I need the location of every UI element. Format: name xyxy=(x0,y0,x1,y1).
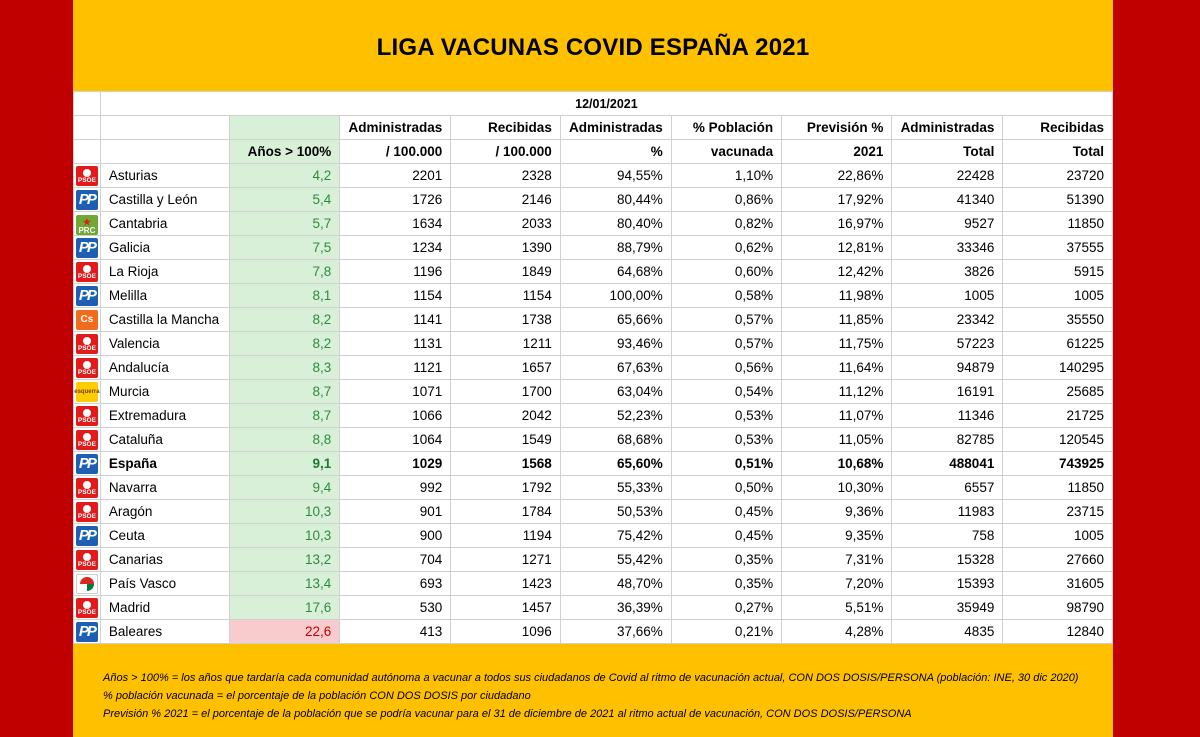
trec-value: 12840 xyxy=(1003,620,1113,644)
header-row-bottom xyxy=(74,140,1113,164)
region-name: La Rioja xyxy=(100,260,229,284)
pob-value: 0,53% xyxy=(671,428,781,452)
pob-value: 0,51% xyxy=(671,452,781,476)
column-header: Años > 100% xyxy=(229,140,340,164)
trec-value: 35550 xyxy=(1003,308,1113,332)
tadm-value: 33346 xyxy=(892,236,1003,260)
footnote: Años > 100% = los años que tardaría cada comunidad autónoma a vacunar a todos sus ciudadanos de Covid al ritmo de vacunación actual, CON DOS DOSIS/PERSONA (población: INE, 30 dic 2020) xyxy=(103,672,1079,684)
tadm-value: 11983 xyxy=(892,500,1003,524)
adm-value: 1196 xyxy=(340,260,451,284)
pct-value: 100,00% xyxy=(560,284,671,308)
page-title: LIGA VACUNAS COVID ESPAÑA 2021 xyxy=(376,34,810,61)
prev-value: 5,51% xyxy=(782,596,892,620)
prev-value: 11,98% xyxy=(782,284,892,308)
trec-value: 31605 xyxy=(1003,572,1113,596)
party-logo-cell xyxy=(74,596,101,620)
column-header: Administradas xyxy=(560,116,671,140)
years-value: 8,1 xyxy=(229,284,340,308)
prc-logo-icon: ★ PRC xyxy=(76,215,98,235)
psoe-logo-icon: PSOE xyxy=(76,406,98,426)
trec-value: 23715 xyxy=(1003,500,1113,524)
years-value: 8,7 xyxy=(229,380,340,404)
rec-value: 2146 xyxy=(451,188,561,212)
prev-value: 11,05% xyxy=(782,428,892,452)
tadm-value: 22428 xyxy=(892,164,1003,188)
trec-value: 140295 xyxy=(1003,356,1113,380)
rec-value: 1700 xyxy=(451,380,561,404)
table-row xyxy=(74,404,1113,428)
prev-value: 11,75% xyxy=(782,332,892,356)
party-logo-cell xyxy=(74,476,101,500)
party-logo-cell xyxy=(74,356,101,380)
years-value: 13,4 xyxy=(229,572,340,596)
pct-value: 93,46% xyxy=(560,332,671,356)
prev-value: 10,68% xyxy=(782,452,892,476)
party-logo-cell xyxy=(74,500,101,524)
region-name: Galicia xyxy=(100,236,229,260)
region-name: Cantabria xyxy=(100,212,229,236)
rec-value: 1549 xyxy=(451,428,561,452)
date-row xyxy=(74,92,1113,116)
adm-value: 1634 xyxy=(340,212,451,236)
tadm-value: 15393 xyxy=(892,572,1003,596)
pob-value: 0,62% xyxy=(671,236,781,260)
table-row xyxy=(74,236,1113,260)
pnv-logo-icon xyxy=(76,574,98,594)
rec-value: 1096 xyxy=(451,620,561,644)
region-name: Murcia xyxy=(100,380,229,404)
tadm-value: 6557 xyxy=(892,476,1003,500)
pob-value: 0,54% xyxy=(671,380,781,404)
pct-value: 67,63% xyxy=(560,356,671,380)
table-row xyxy=(74,476,1113,500)
pct-value: 55,33% xyxy=(560,476,671,500)
table-row xyxy=(74,380,1113,404)
adm-value: 1141 xyxy=(340,308,451,332)
pob-value: 0,58% xyxy=(671,284,781,308)
years-value: 8,8 xyxy=(229,428,340,452)
column-header: Recibidas xyxy=(451,116,561,140)
trec-value: 1005 xyxy=(1003,524,1113,548)
years-value: 8,2 xyxy=(229,332,340,356)
prev-value: 22,86% xyxy=(782,164,892,188)
pob-value: 0,35% xyxy=(671,572,781,596)
pct-value: 75,42% xyxy=(560,524,671,548)
column-header: Previsión % xyxy=(782,116,892,140)
footnote: % población vacunada = el porcentaje de la población CON DOS DOSIS por ciudadano xyxy=(103,690,531,702)
region-name: Aragón xyxy=(100,500,229,524)
pp-logo-icon: PP xyxy=(76,622,98,642)
pob-value: 0,57% xyxy=(671,332,781,356)
table-row xyxy=(74,356,1113,380)
column-header: Administradas xyxy=(340,116,451,140)
trec-value: 27660 xyxy=(1003,548,1113,572)
prev-value: 12,81% xyxy=(782,236,892,260)
adm-value: 1071 xyxy=(340,380,451,404)
years-value: 22,6 xyxy=(229,620,340,644)
rec-value: 1568 xyxy=(451,452,561,476)
tadm-value: 488041 xyxy=(892,452,1003,476)
pob-value: 0,57% xyxy=(671,308,781,332)
column-header: vacunada xyxy=(671,140,781,164)
erc-logo-icon: esquerra xyxy=(76,382,98,402)
rec-value: 2033 xyxy=(451,212,561,236)
psoe-logo-icon: PSOE xyxy=(76,358,98,378)
region-name: Castilla la Mancha xyxy=(100,308,229,332)
psoe-logo-icon: PSOE xyxy=(76,478,98,498)
footnotes xyxy=(103,669,1078,723)
trec-value: 25685 xyxy=(1003,380,1113,404)
prev-value: 11,12% xyxy=(782,380,892,404)
prev-value: 11,85% xyxy=(782,308,892,332)
party-logo-cell xyxy=(74,236,101,260)
years-value: 8,3 xyxy=(229,356,340,380)
adm-value: 2201 xyxy=(340,164,451,188)
party-logo-cell xyxy=(74,308,101,332)
pob-value: 0,53% xyxy=(671,404,781,428)
trec-value: 61225 xyxy=(1003,332,1113,356)
rec-value: 2328 xyxy=(451,164,561,188)
psoe-logo-icon: PSOE xyxy=(76,502,98,522)
tadm-value: 9527 xyxy=(892,212,1003,236)
rec-value: 1849 xyxy=(451,260,561,284)
years-value: 5,4 xyxy=(229,188,340,212)
table-row xyxy=(74,524,1113,548)
region-name: País Vasco xyxy=(100,572,229,596)
years-value: 9,4 xyxy=(229,476,340,500)
table-row xyxy=(74,284,1113,308)
trec-value: 11850 xyxy=(1003,476,1113,500)
rec-value: 1792 xyxy=(451,476,561,500)
tadm-value: 1005 xyxy=(892,284,1003,308)
adm-value: 413 xyxy=(340,620,451,644)
table-row xyxy=(74,620,1113,644)
adm-value: 693 xyxy=(340,572,451,596)
column-header xyxy=(229,116,340,140)
years-value: 8,7 xyxy=(229,404,340,428)
prev-value: 11,64% xyxy=(782,356,892,380)
rec-value: 1194 xyxy=(451,524,561,548)
years-value: 13,2 xyxy=(229,548,340,572)
trec-value: 5915 xyxy=(1003,260,1113,284)
trec-value: 120545 xyxy=(1003,428,1113,452)
rec-value: 1784 xyxy=(451,500,561,524)
party-logo-cell xyxy=(74,548,101,572)
pp-logo-icon: PP xyxy=(76,238,98,258)
pct-value: 50,53% xyxy=(560,500,671,524)
vaccination-table xyxy=(73,91,1113,644)
pp-logo-icon: PP xyxy=(76,526,98,546)
region-name: Asturias xyxy=(100,164,229,188)
adm-value: 992 xyxy=(340,476,451,500)
tadm-value: 82785 xyxy=(892,428,1003,452)
trec-value: 98790 xyxy=(1003,596,1113,620)
region-name: Extremadura xyxy=(100,404,229,428)
report-panel xyxy=(73,0,1113,737)
table-row xyxy=(74,548,1113,572)
rec-value: 1457 xyxy=(451,596,561,620)
party-logo-cell xyxy=(74,452,101,476)
tadm-value: 11346 xyxy=(892,404,1003,428)
table-row xyxy=(74,260,1113,284)
party-logo-cell xyxy=(74,380,101,404)
trec-value: 21725 xyxy=(1003,404,1113,428)
pob-value: 1,10% xyxy=(671,164,781,188)
party-logo-cell xyxy=(74,212,101,236)
adm-value: 900 xyxy=(340,524,451,548)
pct-value: 48,70% xyxy=(560,572,671,596)
table-row xyxy=(74,188,1113,212)
years-value: 8,2 xyxy=(229,308,340,332)
rec-value: 1390 xyxy=(451,236,561,260)
column-header: Administradas xyxy=(892,116,1003,140)
trec-value: 51390 xyxy=(1003,188,1113,212)
column-header: Total xyxy=(1003,140,1113,164)
party-logo-cell xyxy=(74,332,101,356)
header-row-top xyxy=(74,116,1113,140)
psoe-logo-icon: PSOE xyxy=(76,598,98,618)
cs-logo-icon: Cs xyxy=(76,310,98,330)
pct-value: 80,40% xyxy=(560,212,671,236)
rec-value: 1271 xyxy=(451,548,561,572)
prev-value: 11,07% xyxy=(782,404,892,428)
pct-value: 94,55% xyxy=(560,164,671,188)
years-value: 5,7 xyxy=(229,212,340,236)
tadm-value: 35949 xyxy=(892,596,1003,620)
party-logo-cell xyxy=(74,188,101,212)
prev-value: 4,28% xyxy=(782,620,892,644)
pob-value: 0,86% xyxy=(671,188,781,212)
region-name: Ceuta xyxy=(100,524,229,548)
trec-value: 37555 xyxy=(1003,236,1113,260)
tadm-value: 4835 xyxy=(892,620,1003,644)
pob-value: 0,82% xyxy=(671,212,781,236)
trec-value: 743925 xyxy=(1003,452,1113,476)
table-row xyxy=(74,308,1113,332)
adm-value: 1121 xyxy=(340,356,451,380)
table-row xyxy=(74,164,1113,188)
years-value: 10,3 xyxy=(229,500,340,524)
pct-value: 36,39% xyxy=(560,596,671,620)
party-logo-cell xyxy=(74,572,101,596)
rec-value: 1154 xyxy=(451,284,561,308)
rec-value: 1211 xyxy=(451,332,561,356)
logo-header-cell xyxy=(74,92,101,116)
region-name: Madrid xyxy=(100,596,229,620)
rec-value: 1738 xyxy=(451,308,561,332)
region-name: Navarra xyxy=(100,476,229,500)
adm-value: 901 xyxy=(340,500,451,524)
column-header: / 100.000 xyxy=(340,140,451,164)
prev-value: 9,35% xyxy=(782,524,892,548)
pct-value: 80,44% xyxy=(560,188,671,212)
column-header: / 100.000 xyxy=(451,140,561,164)
column-header: % xyxy=(560,140,671,164)
rec-value: 2042 xyxy=(451,404,561,428)
pob-value: 0,45% xyxy=(671,500,781,524)
prev-value: 7,20% xyxy=(782,572,892,596)
pob-value: 0,60% xyxy=(671,260,781,284)
tadm-value: 16191 xyxy=(892,380,1003,404)
pob-value: 0,35% xyxy=(671,548,781,572)
table-row xyxy=(74,332,1113,356)
pob-value: 0,56% xyxy=(671,356,781,380)
adm-value: 1234 xyxy=(340,236,451,260)
years-value: 7,5 xyxy=(229,236,340,260)
years-value: 9,1 xyxy=(229,452,340,476)
region-name: España xyxy=(100,452,229,476)
tadm-value: 41340 xyxy=(892,188,1003,212)
trec-value: 11850 xyxy=(1003,212,1113,236)
pob-value: 0,45% xyxy=(671,524,781,548)
adm-value: 1726 xyxy=(340,188,451,212)
party-logo-cell xyxy=(74,524,101,548)
pct-value: 37,66% xyxy=(560,620,671,644)
party-logo-cell xyxy=(74,404,101,428)
adm-value: 1066 xyxy=(340,404,451,428)
party-logo-cell xyxy=(74,164,101,188)
prev-value: 9,36% xyxy=(782,500,892,524)
years-value: 4,2 xyxy=(229,164,340,188)
region-name: Canarias xyxy=(100,548,229,572)
adm-value: 1029 xyxy=(340,452,451,476)
column-header: Total xyxy=(892,140,1003,164)
prev-value: 10,30% xyxy=(782,476,892,500)
column-header: 2021 xyxy=(782,140,892,164)
table-row xyxy=(74,500,1113,524)
region-name: Andalucía xyxy=(100,356,229,380)
adm-value: 1064 xyxy=(340,428,451,452)
table-row xyxy=(74,428,1113,452)
tadm-value: 15328 xyxy=(892,548,1003,572)
prev-value: 12,42% xyxy=(782,260,892,284)
prev-value: 16,97% xyxy=(782,212,892,236)
pct-value: 68,68% xyxy=(560,428,671,452)
psoe-logo-icon: PSOE xyxy=(76,166,98,186)
years-value: 17,6 xyxy=(229,596,340,620)
column-header: Recibidas xyxy=(1003,116,1113,140)
party-logo-cell xyxy=(74,428,101,452)
report-date: 12/01/2021 xyxy=(100,92,1112,116)
pob-value: 0,21% xyxy=(671,620,781,644)
tadm-value: 94879 xyxy=(892,356,1003,380)
adm-value: 1131 xyxy=(340,332,451,356)
pob-value: 0,27% xyxy=(671,596,781,620)
years-value: 7,8 xyxy=(229,260,340,284)
region-name: Baleares xyxy=(100,620,229,644)
pct-value: 65,60% xyxy=(560,452,671,476)
table-row xyxy=(74,212,1113,236)
pct-value: 64,68% xyxy=(560,260,671,284)
psoe-logo-icon: PSOE xyxy=(76,262,98,282)
pp-logo-icon: PP xyxy=(76,286,98,306)
years-value: 10,3 xyxy=(229,524,340,548)
psoe-logo-icon: PSOE xyxy=(76,334,98,354)
rec-value: 1423 xyxy=(451,572,561,596)
region-name: Valencia xyxy=(100,332,229,356)
table-row xyxy=(74,572,1113,596)
party-logo-cell xyxy=(74,620,101,644)
psoe-logo-icon: PSOE xyxy=(76,430,98,450)
tadm-value: 758 xyxy=(892,524,1003,548)
psoe-logo-icon: PSOE xyxy=(76,550,98,570)
table-body xyxy=(74,164,1113,644)
tadm-value: 3826 xyxy=(892,260,1003,284)
tadm-value: 23342 xyxy=(892,308,1003,332)
prev-value: 17,92% xyxy=(782,188,892,212)
adm-value: 704 xyxy=(340,548,451,572)
adm-value: 530 xyxy=(340,596,451,620)
pob-value: 0,50% xyxy=(671,476,781,500)
table-row xyxy=(74,596,1113,620)
party-logo-cell xyxy=(74,284,101,308)
pp-logo-icon: PP xyxy=(76,454,98,474)
table-row xyxy=(74,452,1113,476)
footnote: Previsión % 2021 = el porcentaje de la población que se podría vacunar para el 31 de diciembre de 2021 al ritmo actual de vacunación, CON DOS DOSIS/PERSONA xyxy=(103,708,912,720)
column-header: % Población xyxy=(671,116,781,140)
pct-value: 65,66% xyxy=(560,308,671,332)
pct-value: 52,23% xyxy=(560,404,671,428)
adm-value: 1154 xyxy=(340,284,451,308)
trec-value: 23720 xyxy=(1003,164,1113,188)
pct-value: 63,04% xyxy=(560,380,671,404)
region-name: Cataluña xyxy=(100,428,229,452)
pct-value: 55,42% xyxy=(560,548,671,572)
region-name: Castilla y León xyxy=(100,188,229,212)
pp-logo-icon: PP xyxy=(76,190,98,210)
region-name: Melilla xyxy=(100,284,229,308)
rec-value: 1657 xyxy=(451,356,561,380)
trec-value: 1005 xyxy=(1003,284,1113,308)
pct-value: 88,79% xyxy=(560,236,671,260)
party-logo-cell xyxy=(74,260,101,284)
tadm-value: 57223 xyxy=(892,332,1003,356)
prev-value: 7,31% xyxy=(782,548,892,572)
